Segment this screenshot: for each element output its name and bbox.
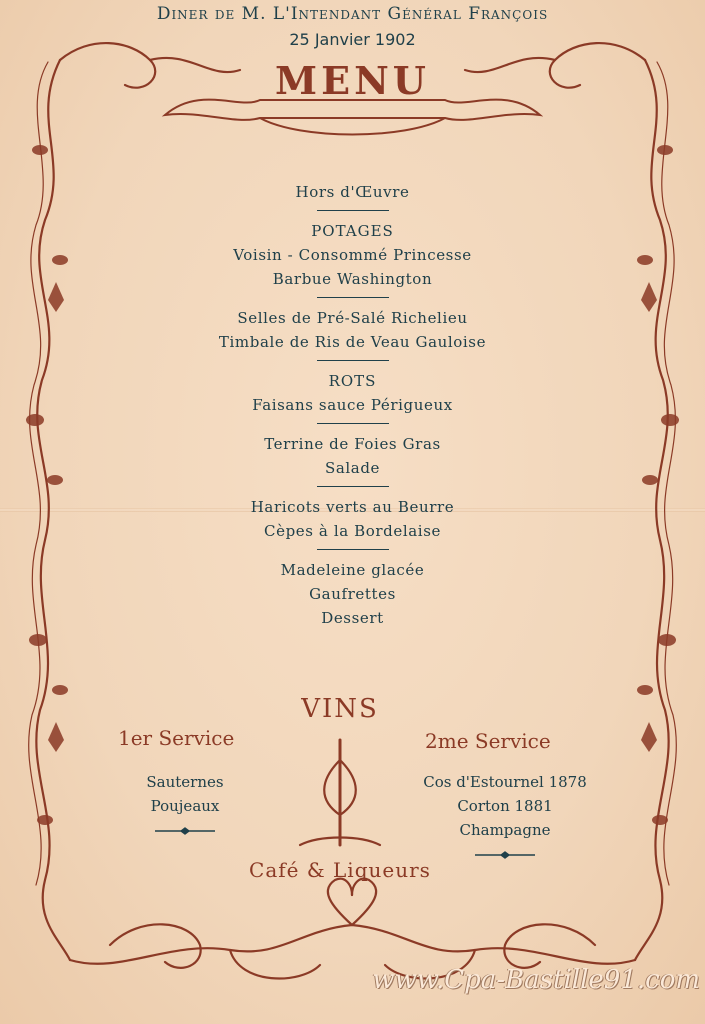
service-1-wines (120, 770, 250, 842)
service-2-label: 2me Service (425, 729, 551, 753)
course-item: Terrine de Foies Gras (264, 435, 441, 453)
wine-item: Cos d'Estournel 1878 (423, 773, 587, 791)
course-item: Madeleine glacée (280, 561, 425, 579)
course-divider (317, 423, 389, 424)
course-item: Voisin - Consommé Princesse (233, 246, 472, 264)
course-item: Faisans sauce Périgueux (252, 396, 453, 414)
divider-ornament-icon (153, 827, 217, 835)
service-2-wines (400, 770, 610, 866)
course-item: Haricots verts au Beurre (250, 498, 455, 516)
course-divider (317, 360, 389, 361)
course-item: Salade (324, 459, 381, 477)
course-item: Selles de Pré-Salé Richelieu (237, 309, 468, 327)
menu-courses (120, 180, 585, 630)
course-divider (317, 210, 389, 211)
dinner-date: 25 Janvier 1902 (289, 30, 416, 49)
course-divider (317, 486, 389, 487)
wine-item: Corton 1881 (457, 797, 553, 815)
dinner-host-title: Diner de M. L'Intendant Général François (156, 4, 549, 24)
wine-item: Sauternes (146, 773, 224, 791)
course-section-heading: POTAGES (311, 222, 394, 240)
cafe-liqueurs: Café & Liqueurs (249, 858, 431, 882)
divider-ornament-icon (473, 851, 537, 859)
course-item: Timbale de Ris de Veau Gauloise (218, 333, 487, 351)
course-item: Hors d'Œuvre (295, 183, 410, 201)
course-item: Gaufrettes (309, 585, 396, 603)
wine-item: Poujeaux (150, 797, 220, 815)
watermark: www.Cpa-Bastille91.com (372, 965, 700, 995)
course-item: Cèpes à la Bordelaise (264, 522, 441, 540)
service-1-label: 1er Service (118, 726, 235, 750)
course-divider (317, 297, 389, 298)
course-item: Barbue Washington (272, 270, 433, 288)
menu-banner-title: MENU (275, 58, 430, 103)
course-divider (317, 549, 389, 550)
course-section-heading: ROTS (328, 372, 377, 390)
wine-item: Champagne (459, 821, 551, 839)
wines-title: VINS (301, 694, 379, 724)
course-item: Dessert (321, 609, 384, 627)
